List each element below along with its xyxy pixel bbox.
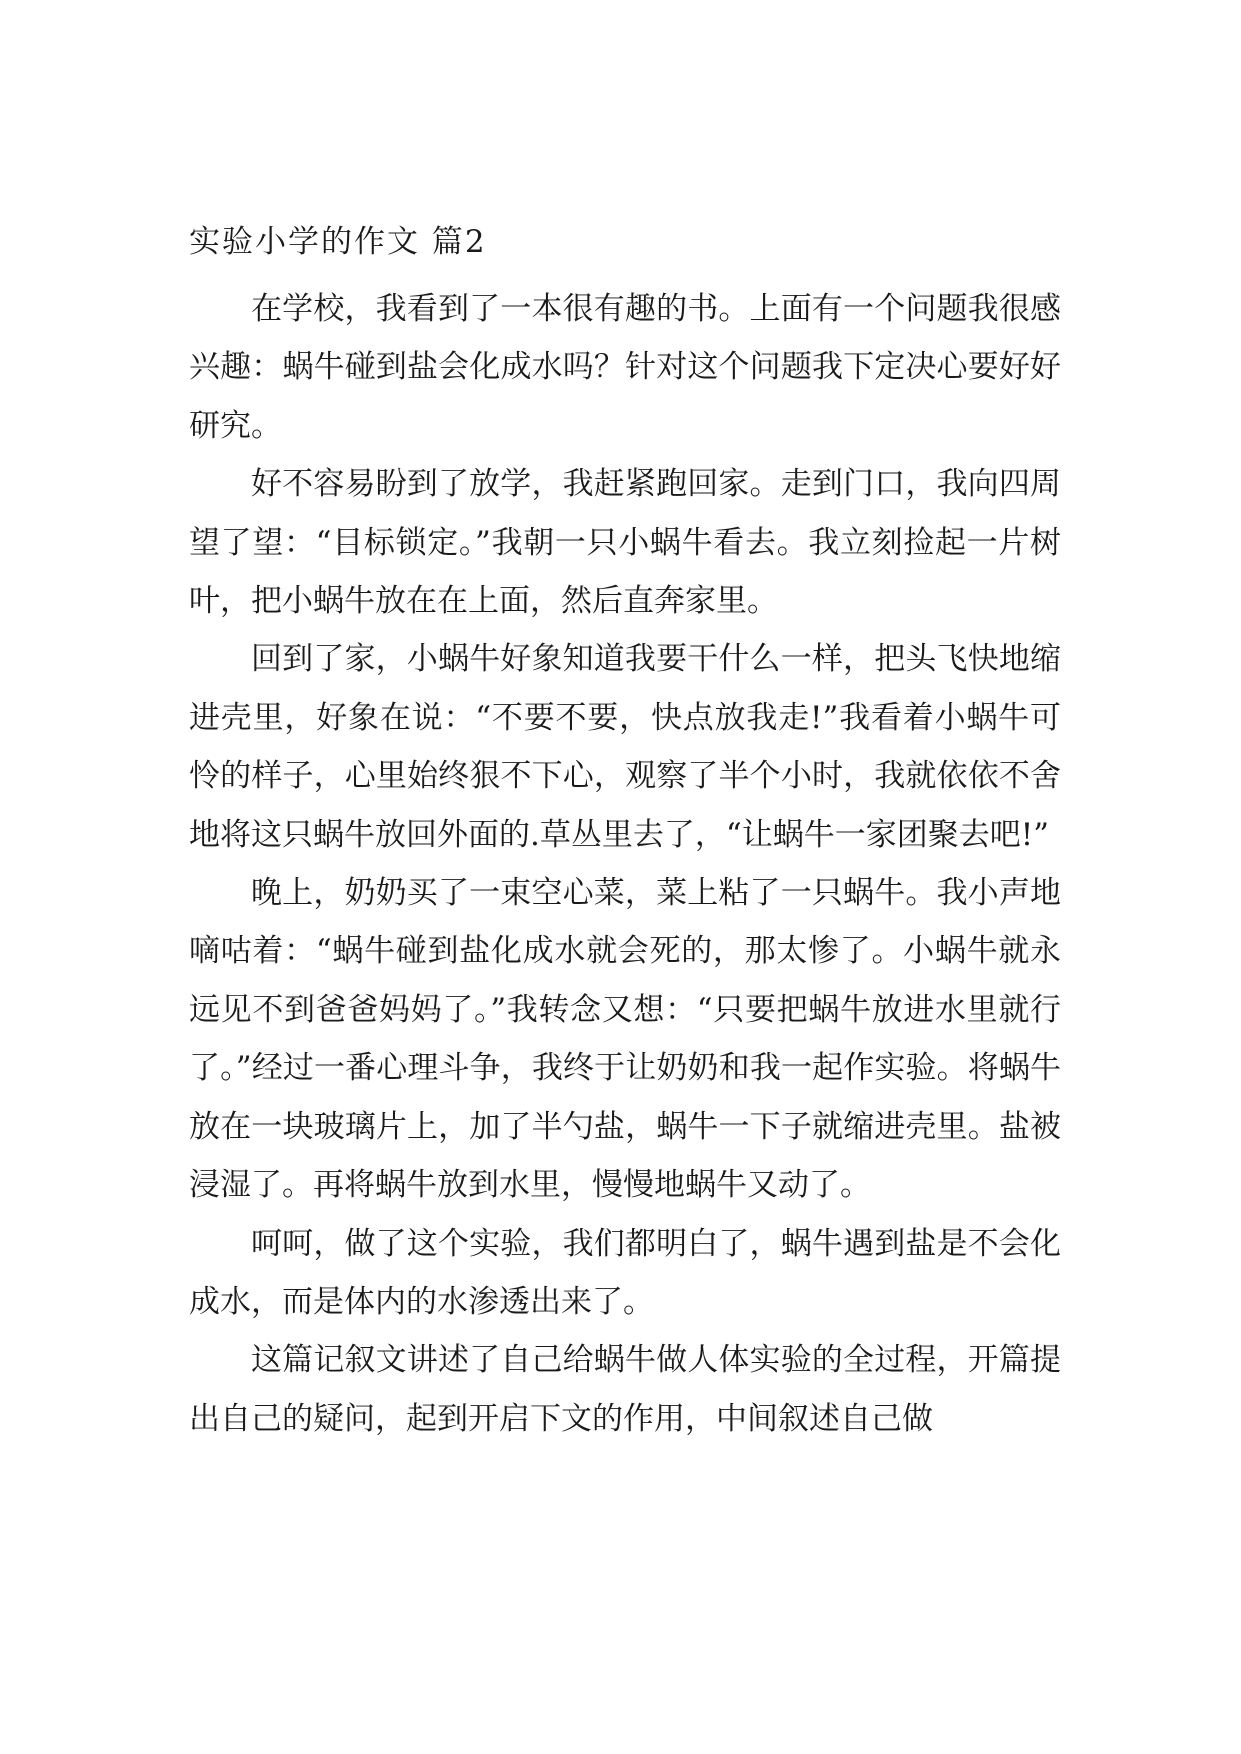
paragraph: 回到了家，小蜗牛好象知道我要干什么一样，把头飞快地缩进壳里，好象在说：“不要不要，快点放我走!”我看着小蜗牛可怜的样子，心里始终狠不下心，观察了半个小时，我就依依不舍地将这只蜗牛放回外面的.草丛里去了，“让蜗牛一家团聚去吧!” <box>189 641 1061 853</box>
document-body <box>189 280 1061 1448</box>
paragraph: 好不容易盼到了放学，我赶紧跑回家。走到门口，我向四周望了望：“目标锁定。”我朝一只小蜗牛看去。我立刻捡起一片树叶，把小蜗牛放在在上面，然后直奔家里。 <box>189 466 1061 620</box>
paragraph: 呵呵，做了这个实验，我们都明白了，蜗牛遇到盐是不会化成水，而是体内的水渗透出来了。 <box>189 1225 1061 1320</box>
document-title: 实验小学的作文 篇2 <box>189 224 487 260</box>
paragraph: 这篇记叙文讲述了自己给蜗牛做人体实验的全过程，开篇提出自己的疑问，起到开启下文的作用，中间叙述自己做 <box>189 1342 1061 1437</box>
paragraph: 晚上，奶奶买了一束空心菜，菜上粘了一只蜗牛。我小声地嘀咕着：“蜗牛碰到盐化成水就会死的，那太惨了。小蜗牛就永远见不到爸爸妈妈了。”我转念又想：“只要把蜗牛放进水里就行了。”经过一番心理斗争，我终于让奶奶和我一起作实验。将蜗牛放在一块玻璃片上，加了半勺盐，蜗牛一下子就缩进壳里。盐被浸湿了。再将蜗牛放到水里，慢慢地蜗牛又动了。 <box>189 875 1061 1204</box>
paragraph: 在学校，我看到了一本很有趣的书。上面有一个问题我很感兴趣：蜗牛碰到盐会化成水吗？针对这个问题我下定决心要好好研究。 <box>189 291 1061 444</box>
